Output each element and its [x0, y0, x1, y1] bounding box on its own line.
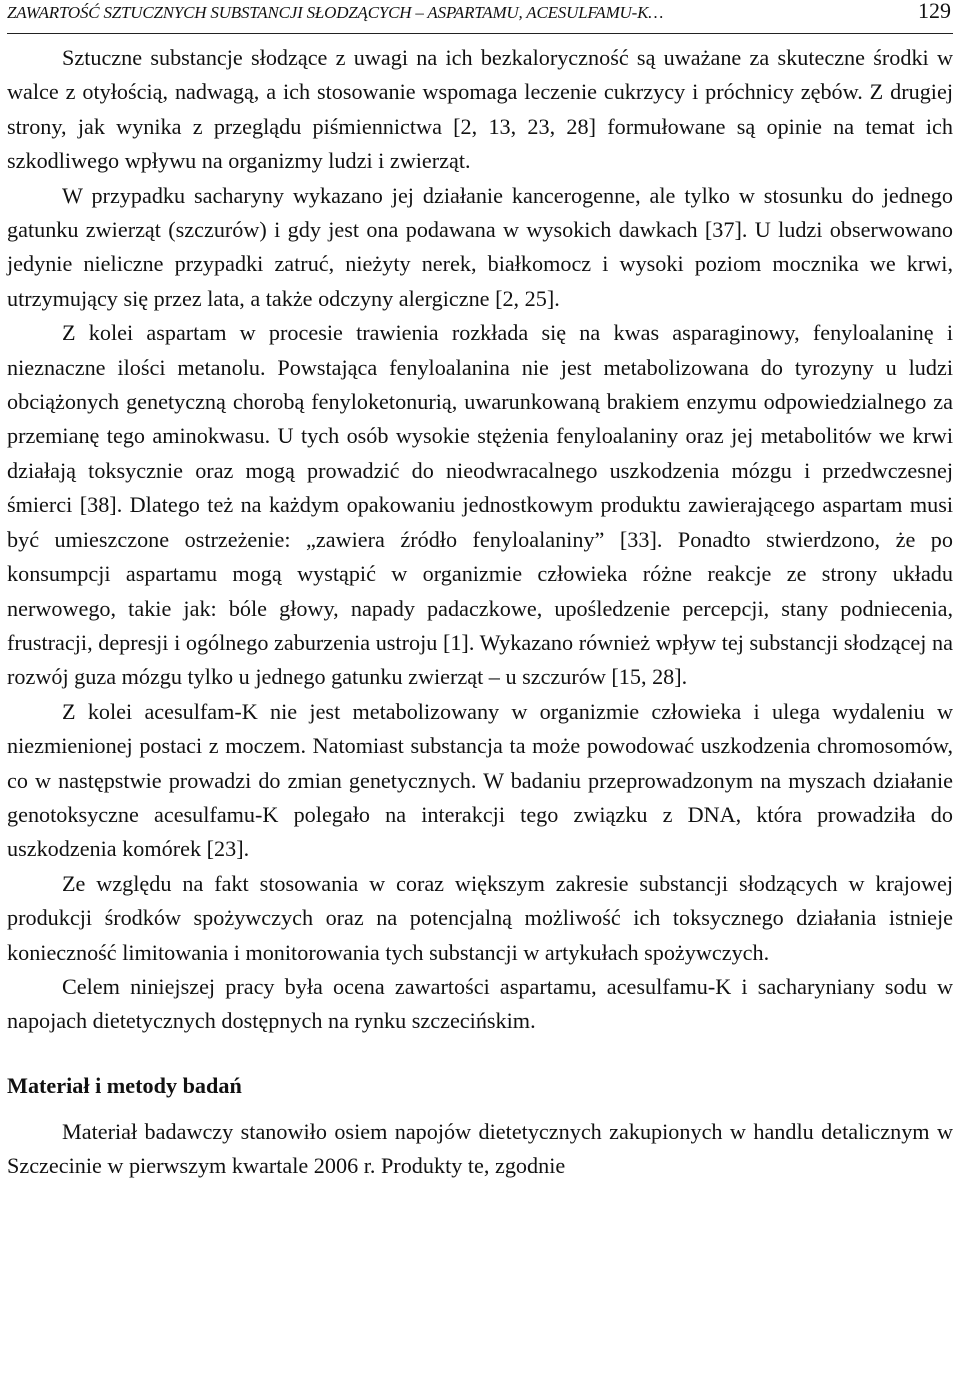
running-header [7, 0, 953, 34]
paragraph-materials: Materiał badawczy stanowiło osiem napojów dietetycznych zakupionych w handlu detalicznym w Szczecinie w pierwszym kwartale 2006 r. Produkty te, zgodnie [7, 1118, 953, 1179]
section-heading: Materiał i metody badań [7, 1072, 242, 1098]
paragraph-aim: Celem niniejszej pracy była ocena zawartości aspartamu, acesulfamu-K i sacharyniany sodu w napojach dietetycznych dostępnych na rynku szczecińskim. [7, 973, 953, 1034]
paragraph-acesulfame: Z kolei acesulfam-K nie jest metabolizowany w organizmie człowieka i ulega wydaleniu w niezmienionej postaci z moczem. Natomiast substancja ta może powodować uszkodzenia chromosomów, co w następstwie prowadzi do zmian genetycznych. W badaniu przeprowadzonym na myszach działanie genotoksyczne acesulfamu-K polegało na interakcji tego związku z DNA, która prowadziła do uszkodzenia komórek [23]. [7, 698, 953, 862]
paragraph-aspartame: Z kolei aspartam w procesie trawienia rozkłada się na kwas asparaginowy, fenyloalaninę i nieznaczne ilości metanolu. Powstająca fenyloalanina nie jest metabolizowana do tyrozyny u ludzi obciążonych genetyczną chorobą fenyloketonurią, uwarunkowaną brakiem enzymu odpowiedzialnego za przemianę tego aminokwasu. U tych osób wysokie stężenia fenyloalaniny oraz jej metabolitów we krwi działają toksycznie oraz mogą prowadzić do nieodwracalnego uszkodzenia mózgu i przedwczesnej śmierci [38]. Dlatego też na każdym opakowaniu jednostkowym produktu zawierającego aspartam musi być umieszczone ostrzeżenie: „zawiera źródło fenyloalaniny” [33]. Ponadto stwierdzono, że po konsumpcji aspartamu mogą wystąpić w organizmie człowieka różne reakcje ze strony układu nerwowego, takie jak: bóle głowy, napady padaczkowe, upośledzenie percepcji, stany podniecenia, frustracji, depresji i ogólnego zaburzenia ustroju [1]. Wykazano również wpływ tej substancji słodzącej na rozwój guza mózgu tylko u jednego gatunku zwierząt – u szczurów [15, 28]. [7, 320, 953, 690]
body-text [7, 41, 953, 1184]
paragraph-intro: Sztuczne substancje słodzące z uwagi na ich bezkaloryczność są uważane za skuteczne środki w walce z otyłością, nadwagą, a ich stosowanie wspomaga leczenie cukrzycy i próchnicy zębów. Z drugiej strony, jak wynika z przeglądu piśmiennictwa [2, 13, 23, 28] formułowane są opinie na temat ich szkodliwego wpływu na organizmy ludzi i zwierząt. [7, 45, 953, 174]
paragraph-saccharin: W przypadku sacharyny wykazano jej działanie kancerogenne, ale tylko w stosunku do jednego gatunku zwierząt (szczurów) i gdy jest ona podawana w wysokich dawkach [37]. U ludzi obserwowano jedynie nieliczne przypadki zatruć, nieżyty nerek, białkomocz i wysoki poziom mocznika we krwi, utrzymujący się przez lata, a także odczyny alergiczne [2, 25]. [7, 182, 953, 311]
paragraph-monitoring: Ze względu na fakt stosowania w coraz większym zakresie substancji słodzących w krajowej produkcji środków spożywczych oraz na potencjalną możliwość ich toksycznego działania istnieje konieczność limitowania i monitorowania tych substancji w artykułach spożywczych. [7, 870, 953, 965]
running-title: ZAWARTOŚĆ SZTUCZNYCH SUBSTANCJI SŁODZĄCYCH – ASPARTAMU, ACESULFAMU-K… [7, 3, 664, 22]
page-number: 129 [918, 0, 951, 23]
document-page [7, 0, 953, 1184]
